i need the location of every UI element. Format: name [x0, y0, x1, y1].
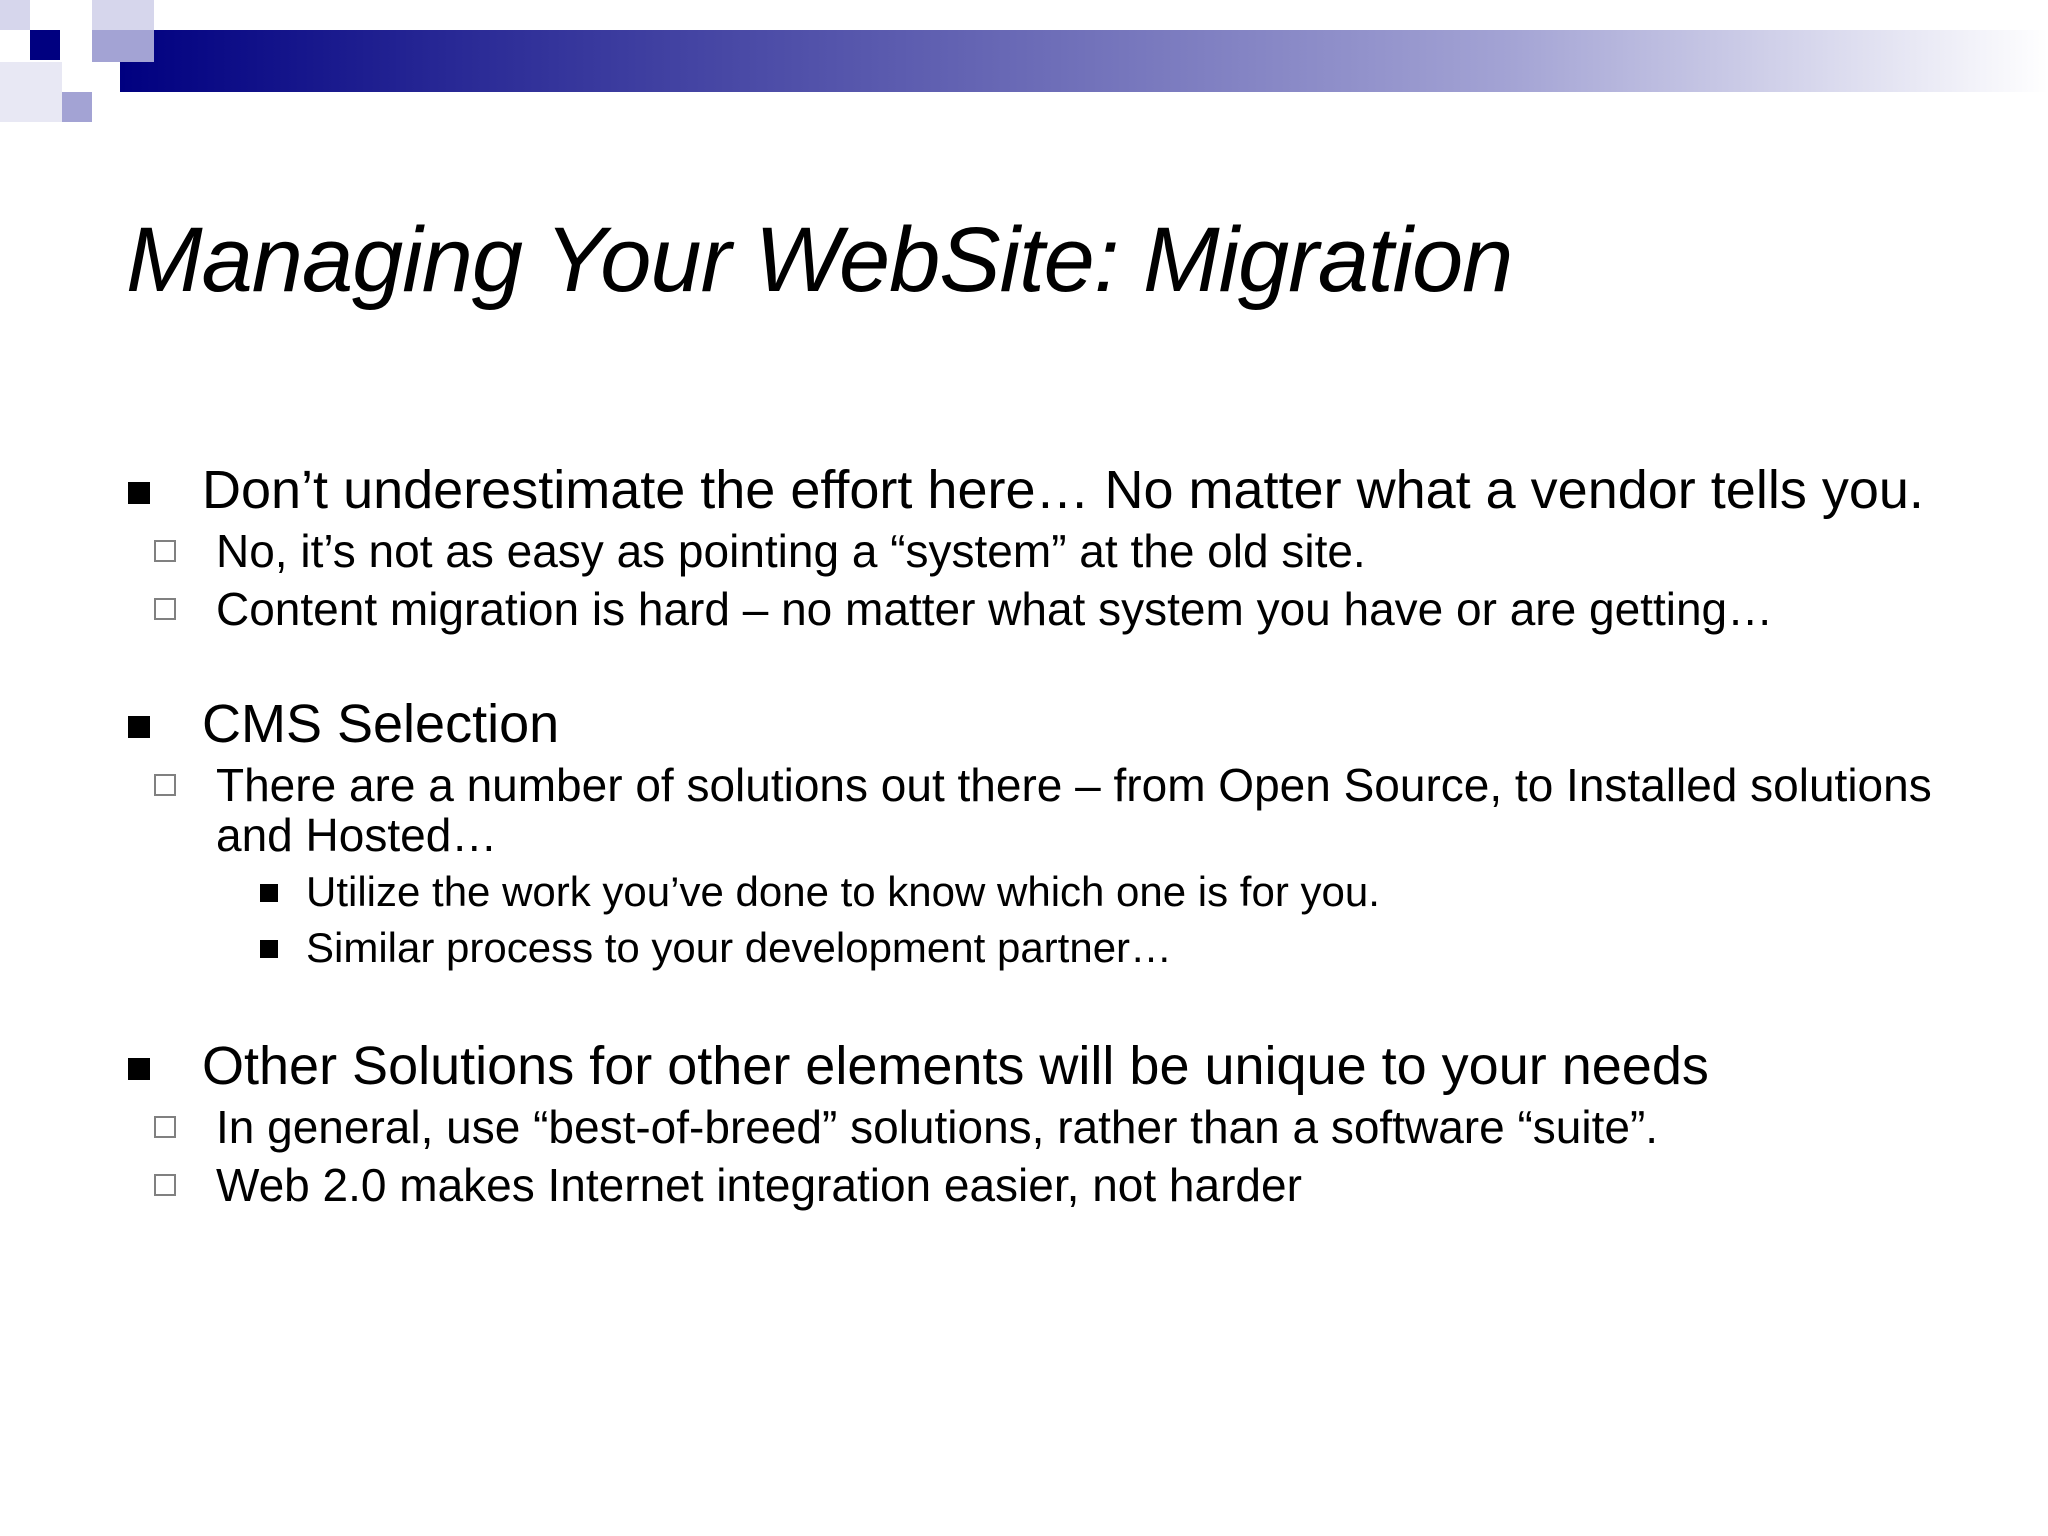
- hollow-square-bullet-icon: [154, 598, 176, 620]
- sub-sub-bullet-text: Utilize the work you’ve done to know which one is for you.: [306, 868, 1380, 915]
- hollow-square-bullet-icon: [154, 540, 176, 562]
- square-bullet-icon: [128, 1058, 150, 1080]
- decorative-square: [92, 30, 154, 62]
- bullet-text: CMS Selection: [202, 694, 560, 754]
- bullet-list: [126, 462, 1976, 1210]
- sub-bullet-text: There are a number of solutions out there – from Open Source, to Installed solutions and Hosted…: [216, 759, 1932, 861]
- sub-bullet-text: Content migration is hard – no matter what system you have or are getting…: [216, 583, 1774, 635]
- sub-bullet-text: In general, use “best-of-breed” solutions, rather than a software “suite”.: [216, 1101, 1659, 1153]
- sub-bullet-item: [50, 584, 1976, 634]
- sub-sub-bullet-text: Similar process to your development partner…: [306, 924, 1173, 971]
- bullet-item: [126, 696, 1976, 752]
- sub-bullet-item: [50, 1102, 1976, 1152]
- decorative-square: [0, 0, 30, 30]
- hollow-square-bullet-icon: [154, 1116, 176, 1138]
- bullet-text: Don’t underestimate the effort here… No matter what a vendor tells you.: [202, 460, 1924, 520]
- sub-sub-bullet-item: [50, 920, 1976, 976]
- slide-title: Managing Your WebSite: Migration: [126, 209, 1513, 311]
- decorative-square: [0, 62, 62, 122]
- hollow-square-bullet-icon: [154, 774, 176, 796]
- sub-sub-bullet-item: [50, 864, 1976, 920]
- sub-bullet-item: [50, 526, 1976, 576]
- decorative-square: [62, 92, 92, 122]
- sub-bullet-text: No, it’s not as easy as pointing a “system” at the old site.: [216, 525, 1366, 577]
- bullet-item: [126, 1038, 1976, 1094]
- sub-bullet-text: Web 2.0 makes Internet integration easier, not harder: [216, 1159, 1302, 1211]
- bullet-item: [126, 462, 1976, 518]
- decorative-square: [92, 0, 154, 30]
- small-square-bullet-icon: [260, 884, 278, 902]
- decorative-square: [30, 30, 60, 60]
- sub-bullet-item: [50, 760, 1976, 860]
- bullet-text: Other Solutions for other elements will be unique to your needs: [202, 1036, 1709, 1096]
- header-gradient-bar: [120, 30, 2048, 92]
- sub-bullet-item: [50, 1160, 1976, 1210]
- small-square-bullet-icon: [260, 940, 278, 958]
- square-bullet-icon: [128, 482, 150, 504]
- square-bullet-icon: [128, 716, 150, 738]
- hollow-square-bullet-icon: [154, 1174, 176, 1196]
